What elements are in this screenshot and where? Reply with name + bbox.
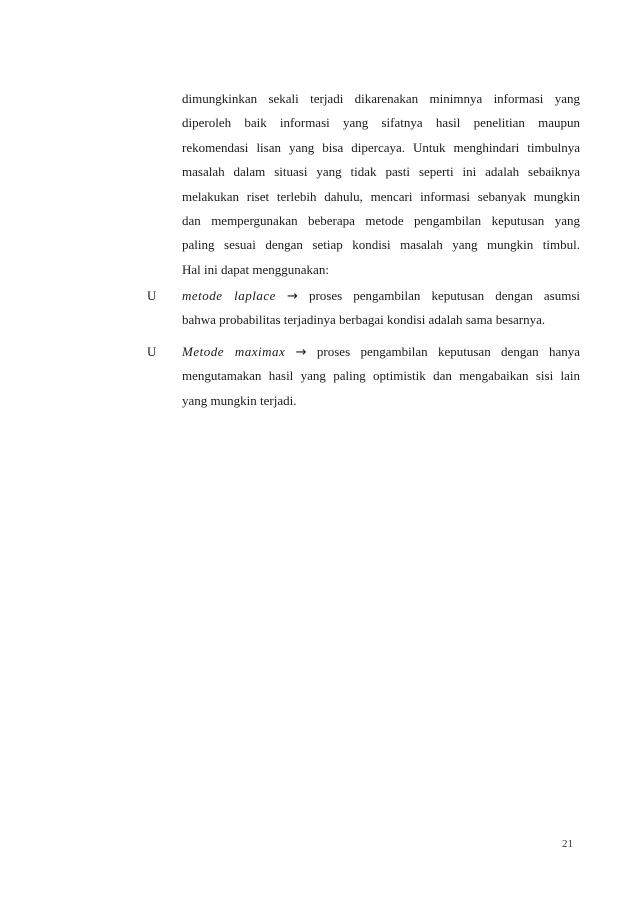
paragraph-line: melakukan riset terlebih dahulu, mencari informasi sebanyak mungkin xyxy=(182,188,580,204)
paragraph-line: dimungkinkan sekali terjadi dikarenakan minimnya informasi yang xyxy=(182,91,580,106)
body-paragraph xyxy=(182,87,580,282)
list-item-first-line xyxy=(182,284,580,308)
method-term: Metode maximax xyxy=(182,344,286,359)
list-item-text: proses pengambilan keputusan dengan asumsi xyxy=(308,288,580,303)
list-item-line: mengutamakan hasil yang paling optimistik dan mengabaikan sisi lain xyxy=(182,368,580,384)
list-item-first-line xyxy=(182,340,580,364)
list-bullet: U xyxy=(147,344,157,359)
method-term: metode laplace xyxy=(182,288,276,303)
list-item-body xyxy=(182,284,580,333)
paragraph-line: diperoleh baik informasi yang sifatnya hasil penelitian maupun xyxy=(182,115,580,131)
paragraph-line: Hal ini dapat menggunakan: xyxy=(182,261,329,277)
paragraph-line: masalah dalam situasi yang tidak pasti seperti ini adalah sebaiknya xyxy=(182,164,580,180)
list-item-text: proses pengambilan keputusan dengan hanya xyxy=(316,344,580,359)
list-item-line: yang mungkin terjadi. xyxy=(182,392,297,408)
arrow-icon: → xyxy=(295,345,307,360)
list-item-line: bahwa probabilitas terjadinya berbagai kondisi adalah sama besarnya. xyxy=(182,312,546,328)
page-number: 21 xyxy=(562,838,573,850)
arrow-icon: → xyxy=(286,289,298,304)
paragraph-line: rekomendasi lisan yang bisa dipercaya. Untuk menghindari timbulnya xyxy=(182,139,580,155)
list-bullet: U xyxy=(147,288,157,303)
paragraph-line: paling sesuai dengan setiap kondisi masalah yang mungkin timbul. xyxy=(182,237,580,253)
list-item-body xyxy=(182,340,580,413)
paragraph-line: dan mempergunakan beberapa metode pengambilan keputusan yang xyxy=(182,212,580,228)
